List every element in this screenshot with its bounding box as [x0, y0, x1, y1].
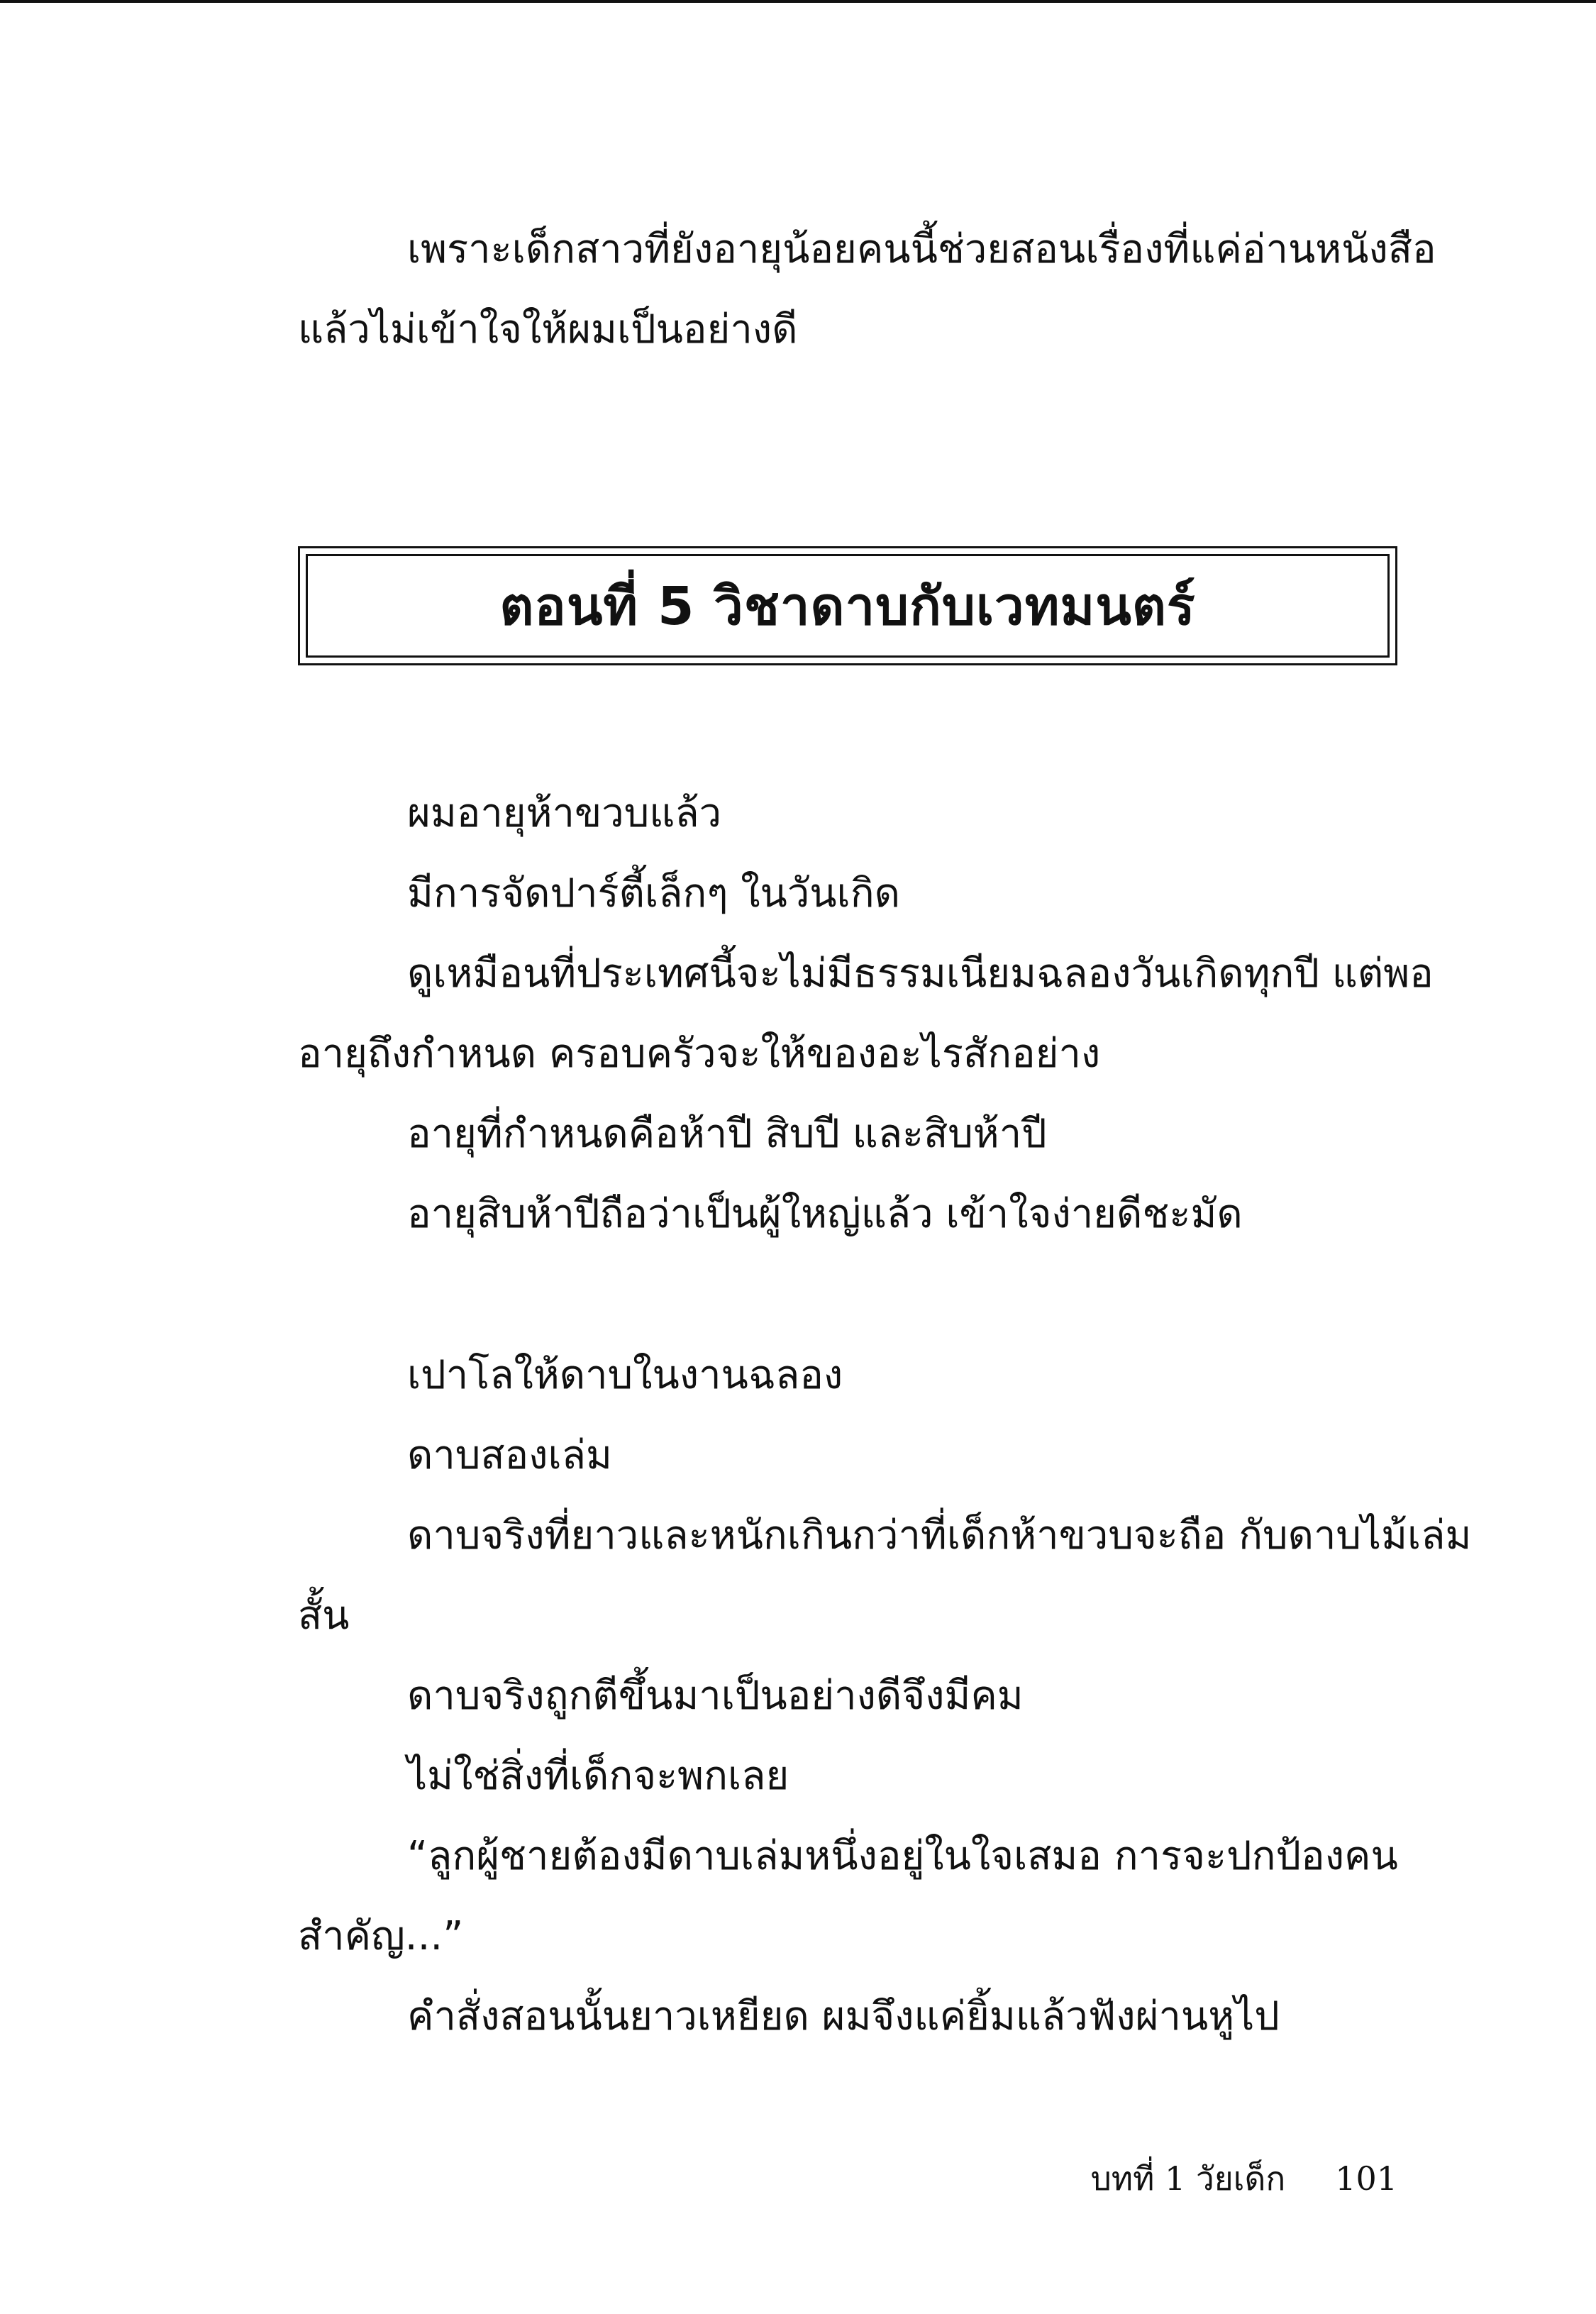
body-line: อายุสิบห้าปีถือว่าเป็นผู้ใหญ่แล้ว เข้าใจง่ายดีชะมัด: [407, 1191, 1243, 1237]
body-line: ไม่ใช่สิ่งที่เด็กจะพกเลย: [407, 1753, 789, 1799]
chapter-heading: ตอนที่ 5 วิชาดาบกับเวทมนตร์: [499, 576, 1196, 637]
body-line: เปาโลให้ดาบในงานฉลอง: [407, 1352, 843, 1398]
previous-paragraph-line-1: เพราะเด็กสาวที่ยังอายุน้อยคนนี้ช่วยสอนเรื่องที่แค่อ่านหนังสือ: [407, 226, 1436, 272]
footer-chapter-label: บทที่ 1 วัยเด็ก: [1090, 2159, 1286, 2198]
top-border-line: [0, 0, 1596, 3]
page-number: 101: [1335, 2159, 1397, 2198]
body-line: ดาบจริงที่ยาวและหนักเกินกว่าที่เด็กห้าขวบจะถือ กับดาบไม้เล่ม: [407, 1512, 1472, 1559]
body-line: “ลูกผู้ชายต้องมีดาบเล่มหนึ่งอยู่ในใจเสมอ การจะปกป้องคน: [407, 1833, 1398, 1879]
body-line: คำสั่งสอนนั้นยาวเหยียด ผมจึงแค่ยิ้มแล้วฟังผ่านหูไป: [407, 1993, 1280, 2039]
body-line: ดาบสองเล่ม: [407, 1432, 612, 1478]
chapter-heading-inner-frame: [306, 554, 1390, 658]
body-line: สั้น: [298, 1593, 350, 1639]
body-line: อายุถึงกำหนด ครอบครัวจะให้ของอะไรสักอย่าง: [298, 1031, 1101, 1077]
body-line: ดูเหมือนที่ประเทศนี้จะไม่มีธรรมเนียมฉลองวันเกิดทุกปี แต่พอ: [407, 951, 1434, 997]
body-line: ดาบจริงถูกตีขึ้นมาเป็นอย่างดีจึงมีคม: [407, 1673, 1024, 1719]
body-line: สำคัญ...”: [298, 1913, 464, 1959]
body-line: อายุที่กำหนดคือห้าปี สิบปี และสิบห้าปี: [407, 1111, 1047, 1157]
body-line: ผมอายุห้าขวบแล้ว: [407, 790, 722, 836]
page-footer: [1091, 2153, 1397, 2205]
body-line: มีการจัดปาร์ตี้เล็กๆ ในวันเกิด: [407, 870, 900, 917]
chapter-heading-box: [298, 546, 1397, 665]
previous-paragraph-line-2: แล้วไม่เข้าใจให้ผมเป็นอย่างดี: [298, 306, 798, 353]
